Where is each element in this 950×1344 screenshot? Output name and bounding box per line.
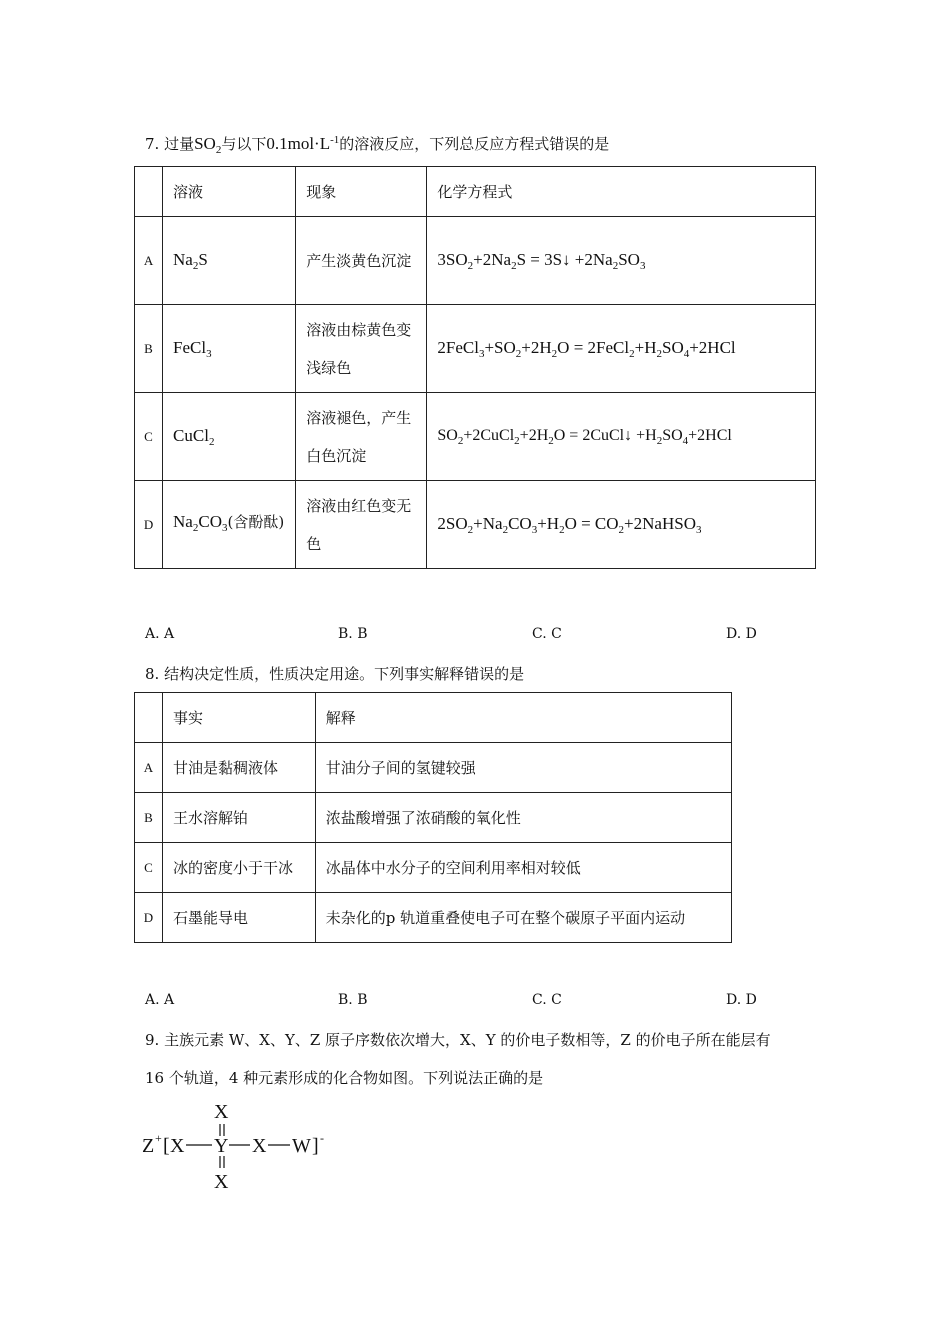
row-label: B — [135, 305, 163, 393]
equation-cell: $3SO_2+2Na_2S$ = 3S↓ $+2Na_2SO_3$ — [427, 217, 816, 305]
choice-c[interactable]: C. C — [532, 992, 562, 1008]
table-row — [135, 893, 732, 943]
struct-atom-w: W — [292, 1135, 311, 1157]
equation-cell: $2SO_2+Na_2CO_3+H_2O$ = $CO_2+2NaHSO_3$ — [427, 481, 816, 569]
phenomenon-cell: 溶液褪色，产生白色沉淀 — [296, 393, 427, 481]
q8-table — [134, 692, 732, 943]
struct-atom-x1: X — [170, 1135, 185, 1157]
choice-d[interactable]: D. D — [726, 626, 757, 642]
table-row — [135, 743, 732, 793]
explain-cell: 未杂化的p 轨道重叠使电子可在整个碳原子平面内运动 — [315, 893, 731, 943]
explain-cell: 甘油分子间的氢键较强 — [315, 743, 731, 793]
q8-header-explain: 解释 — [315, 693, 731, 743]
table-row — [135, 217, 816, 305]
q8-header-row — [135, 693, 732, 743]
struct-anion-charge: - — [320, 1131, 324, 1145]
row-label: B — [135, 793, 163, 843]
table-row — [135, 481, 816, 569]
row-label: A — [135, 217, 163, 305]
explain-cell: 冰晶体中水分子的空间利用率相对较低 — [315, 843, 731, 893]
q7-pre: 7. 过量 — [145, 135, 195, 153]
q7-header-phenomenon: 现象 — [296, 167, 427, 217]
choice-b[interactable]: B. B — [338, 626, 368, 642]
choice-d[interactable]: D. D — [726, 992, 757, 1008]
table-row — [135, 305, 816, 393]
concentration: $0.1mol\cdot L^{-1}$ — [266, 134, 340, 153]
q7-table — [134, 166, 816, 569]
struct-atom-x2: X — [252, 1135, 267, 1157]
struct-right-bracket: ] — [312, 1135, 319, 1157]
struct-bottom-x: X — [214, 1171, 229, 1193]
equation-cell: $SO_2+2CuCl_2+2H_2O$ = 2CuCl↓ $+H_2SO_4+2HCl$ — [427, 393, 816, 481]
q8-header-fact: 事实 — [162, 693, 315, 743]
fact-cell: 甘油是黏稠液体 — [162, 743, 315, 793]
solution-cell: CuCl$_2$ — [163, 393, 296, 481]
struct-cation-charge: + — [155, 1131, 162, 1145]
struct-left-bracket: [ — [163, 1135, 170, 1157]
explain-cell: 浓盐酸增强了浓硝酸的氧化性 — [315, 793, 731, 843]
question-9-stem-line1: 9. 主族元素 W、X、Y、Z 原子序数依次增大，X、Y 的价电子数相等，Z 的价电子所在能层有 — [145, 1031, 771, 1049]
phenomenon-cell: 溶液由红色变无色 — [296, 481, 427, 569]
q7-post: 的溶液反应，下列总反应方程式错误的是 — [339, 135, 610, 153]
q7-header-row — [135, 167, 816, 217]
solution-cell: $Na_2CO_3$(含酚酞) — [163, 481, 296, 569]
question-9-stem-line2: 16 个轨道，4 种元素形成的化合物如图。下列说法正确的是 — [145, 1069, 544, 1087]
row-label: D — [135, 893, 163, 943]
row-label: C — [135, 843, 163, 893]
phenomenon-cell: 产生淡黄色沉淀 — [296, 217, 427, 305]
solution-cell: FeCl$_3$ — [163, 305, 296, 393]
phenomenon-cell: 溶液由棕黄色变浅绿色 — [296, 305, 427, 393]
q7-mid: 与以下 — [221, 135, 267, 153]
struct-center-y: Y — [214, 1135, 229, 1157]
so2-formula: $SO_2$ — [194, 134, 222, 156]
choice-a[interactable]: A. A — [145, 992, 175, 1008]
solution-cell: $Na_2S$ — [163, 217, 296, 305]
fact-cell: 石墨能导电 — [162, 893, 315, 943]
fact-cell: 王水溶解铂 — [162, 793, 315, 843]
struct-top-x: X — [214, 1101, 229, 1123]
row-label: C — [135, 393, 163, 481]
table-row — [135, 793, 732, 843]
table-row — [135, 843, 732, 893]
equation-cell: $2FeCl_3+SO_2+2H_2O$ = $2FeCl_2+H_2SO_4+2HCl$ — [427, 305, 816, 393]
row-label: A — [135, 743, 163, 793]
choice-a[interactable]: A. A — [145, 626, 175, 642]
choice-c[interactable]: C. C — [532, 626, 562, 642]
question-7-stem — [145, 130, 609, 160]
q7-header-equation: 化学方程式 — [427, 167, 816, 217]
q7-header-solution: 溶液 — [163, 167, 296, 217]
row-label: D — [135, 481, 163, 569]
struct-cation-z: Z — [142, 1135, 155, 1157]
choice-b[interactable]: B. B — [338, 992, 368, 1008]
compound-structure-diagram — [140, 1100, 340, 1195]
fact-cell: 冰的密度小于干冰 — [162, 843, 315, 893]
question-8-stem: 8. 结构决定性质，性质决定用途。下列事实解释错误的是 — [145, 665, 525, 683]
table-row — [135, 393, 816, 481]
